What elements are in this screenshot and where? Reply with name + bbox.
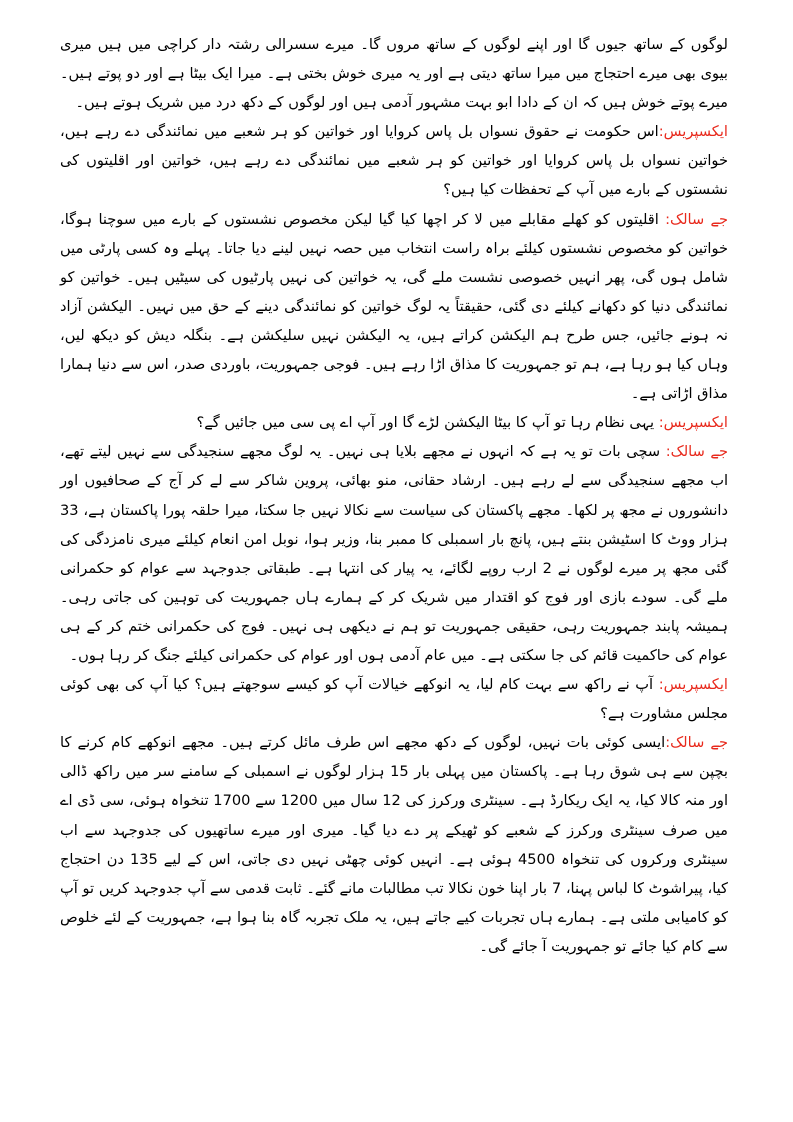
speaker-label: ایکسپریس: [658,123,728,141]
speaker-label: ایکسپریس: [658,676,728,694]
paragraph-1 [60,30,728,117]
paragraph-text: اقلیتوں کو کھلے مقابلے میں لا کر اچھا کیا گیا لیکن مخصوص نشستوں کے بارے میں سوچنا ہوگا، خواتین کو مخصوص نشستوں کیلئے براہ راست انتخاب میں حصہ نہیں لینے دیا جاتا۔ پہلے وہ کسی پارٹی میں شامل ہوں گی، پھر انہیں خصوصی نشست ملے گی، یہ خواتین کی نہیں پارٹیوں کی سیٹیں ہیں۔ خواتین کو نمائندگی دنیا کو دکھانے کیلئے دی گئی، حقیقتاً یہ لوگ خواتین کو نمائندگی دینے کے حق میں نہیں۔ الیکشن آزاد نہ ہونے جائیں، جس طرح ہم الیکشن کراتے ہیں، یہ الیکشن نہیں سلیکشن ہے۔ بنگلہ دیش کو دیکھ لیں، وہاں کیا ہو رہا ہے، ہم تو جمہوریت کا مذاق اڑا رہے ہیں۔ فوجی جمہوریت، باوردی صدر، اس سے دنیا ہمارا مذاق اڑاتی ہے۔ [60,210,728,403]
paragraph-2 [60,117,728,204]
paragraph-text: سچی بات تو یہ ہے کہ انہوں نے مجھے بلایا ہی نہیں۔ یہ لوگ مجھے سنجیدگی سے نہیں لیتے تھے، اب مجھے سنجیدگی سے لے رہے ہیں۔ ارشاد حقانی، منو بھائی، پروین شاکر سے لے کر آج کے صحافیوں اور دانشوروں نے مجھ پر لکھا۔ مجھے پاکستان کی سیاست سے نکالا نہیں جا سکتا، میرا حلقہ پورا پاکستان ہے، 33 ہزار ووٹ کا اسٹیشن بنتے ہیں، پانچ بار اسمبلی کا ممبر بنا، وزیر ہوا، نوبل امن انعام کیلئے میری نامزدگی کی گئی مجھ پر میرے لوگوں نے 2 ارب روپے لگائے، یہ پیار کی انتہا ہے۔ طبقاتی جدوجہد سے عوام کو حکمرانی ملے گی۔ سودے بازی اور فوج کو اقتدار میں شریک کر کے ہمارے ہاں جمہوریت کی توہین کی جاتی رہی۔ ہمیشہ پابند جمہوریت رہی، حقیقی جمہوریت تو ہم نے دیکھی ہی نہیں۔ فوج کی حکمرانی ختم کر کے ہی عوام کی حاکمیت قائم کی جا سکتی ہے۔ میں عام آدمی ہوں اور عوام کی حکمرانی کیلئے جنگ کر رہا ہوں۔ [60,443,728,664]
paragraph-text: یہی نظام رہا تو آپ کا بیٹا الیکشن لڑے گا اور آپ اے پی سی میں جائیں گے؟ [196,414,655,432]
speaker-label: ایکسپریس: [658,414,728,432]
paragraph-7 [60,728,728,961]
article-body [60,30,728,961]
paragraph-text: لوگوں کے ساتھ جیوں گا اور اپنے لوگوں کے ساتھ مروں گا۔ میرے سسرالی رشتہ دار کراچی میں ہیں میری بیوی بھی میرے احتجاج میں میرا ساتھ دیتی ہے اور یہ میری خوش بختی ہے۔ میرا ایک بیٹا ہے اور دو پوتے ہیں۔ میرے پوتے خوش ہیں کہ ان کے دادا ابو بہت مشہور آدمی ہیں اور لوگوں کے دکھ درد میں شریک ہوتے ہیں۔ [60,36,728,112]
paragraph-text: اس حکومت نے حقوق نسواں بل پاس کروایا اور خواتین کو ہر شعبے میں نمائندگی دے رہے ہیں، خواتین نسواں بل پاس کروایا اور خواتین کو ہر شعبے میں نمائندگی دے رہے ہیں، خواتین اور اقلیتوں کی نشستوں کے بارے میں آپ کے تحفظات کیا ہیں؟ [60,123,728,199]
paragraph-3 [60,205,728,409]
paragraph-text: ایسی کوئی بات نہیں، لوگوں کے دکھ مجھے اس طرف مائل کرتے ہیں۔ مجھے انوکھے کام کرنے کا بچپن سے ہی شوق رہا ہے۔ پاکستان میں پہلی بار 15 ہزار لوگوں نے اسمبلی کے سامنے سر میں راکھ ڈالی اور منہ کالا کیا، یہ ایک ریکارڈ ہے۔ سینٹری ورکرز کی 12 سال میں 1200 سے 1700 تنخواہ ہوئی، سی ڈی اے میں صرف سینٹری ورکرز کے شعبے کو ٹھیکے پر دے دیا گیا۔ میری اور میرے ساتھیوں کی جدوجہد سے اب سینٹری ورکروں کی تنخواہ 4500 ہوئی ہے۔ انہیں کوئی چھٹی نہیں دی جاتی، اس کے لیے 135 دن احتجاج کیا، پیراشوٹ کا لباس پہنا، 7 بار اپنا خون نکالا تب مطالبات مانے گئے۔ ثابت قدمی سے آپ جدوجہد کریں تو آپ کو کامیابی ملتی ہے۔ ہمارے ہاں تجربات کیے جاتے ہیں، یہ ملک تجربہ گاہ بنا ہوا ہے، جمہوریت کے لئے خلوص سے کام کیا جائے تو جمہوریت آ جائے گی۔ [60,734,729,955]
paragraph-5 [60,437,728,670]
speaker-label: جے سالک: [665,734,729,752]
speaker-label: جے سالک: [665,210,729,228]
speaker-label: جے سالک: [665,443,729,461]
paragraph-4 [60,408,728,437]
paragraph-text: آپ نے راکھ سے بہت کام لیا، یہ انوکھے خیالات آپ کو کیسے سوجھتے ہیں؟ کیا آپ کی بھی کوئی مجلس مشاورت ہے؟ [60,676,728,723]
paragraph-6 [60,670,728,728]
